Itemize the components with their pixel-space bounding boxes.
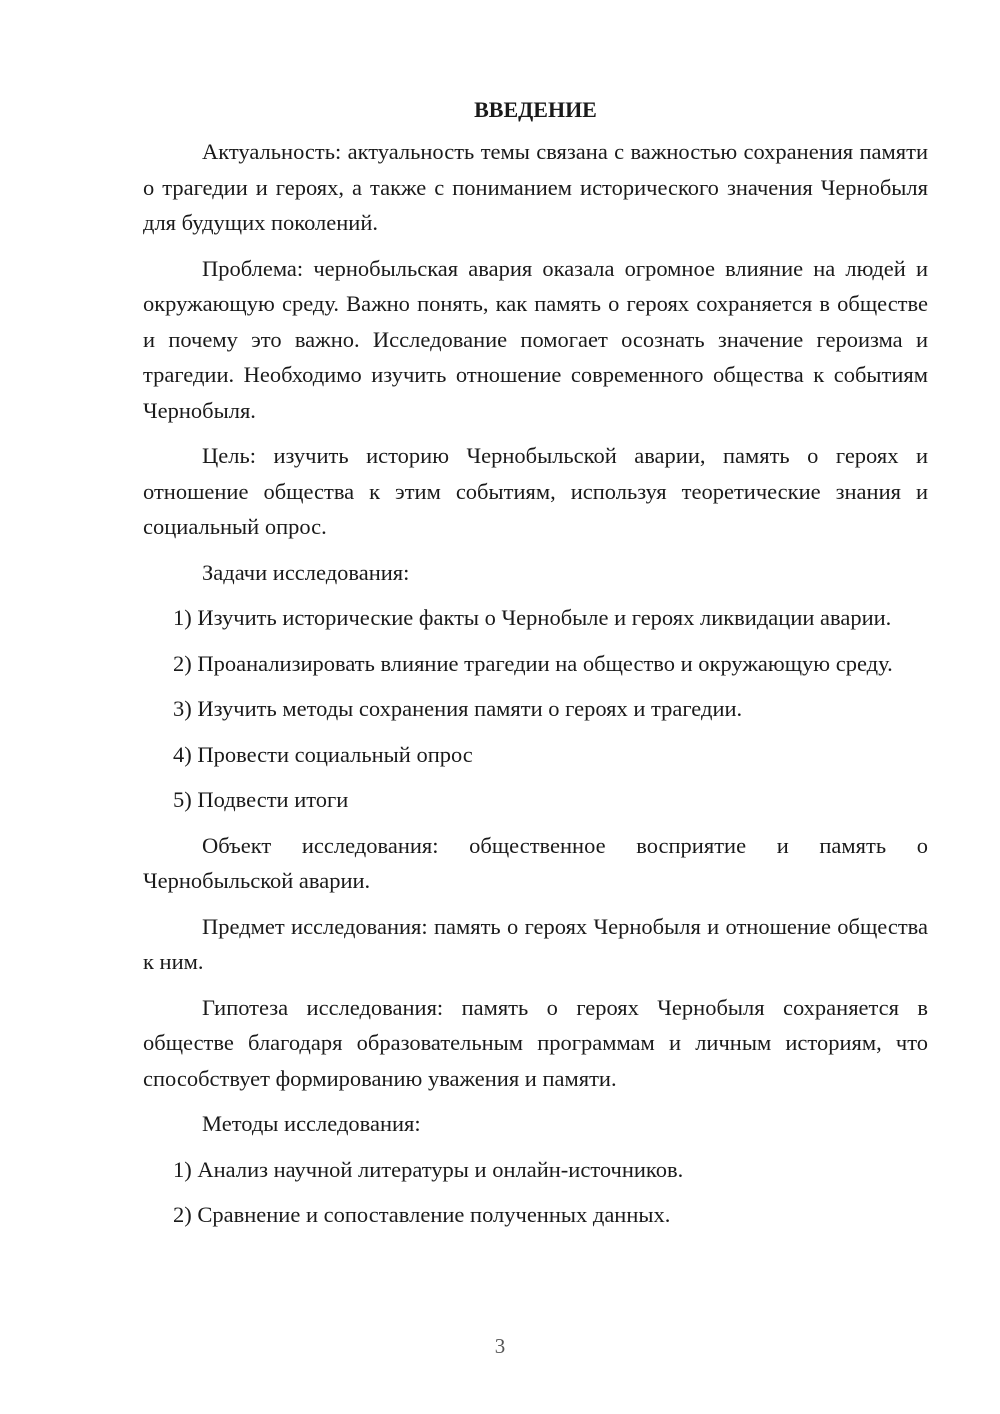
method-item-2: 2) Сравнение и сопоставление полученных данных. [173, 1202, 671, 1227]
relevance-paragraph: Актуальность: актуальность темы связана с важностью сохранения памяти о трагедии и героях, а также с пониманием исторического значения Чернобыля для будущих поколений. [143, 139, 928, 235]
task-item-2: 2) Проанализировать влияние трагедии на общество и окружающую среду. [173, 650, 893, 676]
goal-paragraph: Цель: изучить историю Чернобыльской аварии, память о героях и отношение общества к этим событиям, используя теоретические знания и социальный опрос. [143, 443, 928, 539]
tasks-heading: Задачи исследования: [202, 559, 410, 585]
section-title: ВВЕДЕНИЕ [474, 97, 597, 122]
problem-paragraph: Проблема: чернобыльская авария оказала огромное влияние на людей и окружающую среду. Важно понять, как память о героях сохраняется в обществе и почему это важно. Исследование помогает осознать значение героизма и трагедии. Необходимо изучить отношение современного общества к событиям Чернобыля. [143, 255, 928, 423]
method-item-1: 1) Анализ научной литературы и онлайн-источников. [173, 1156, 684, 1182]
task-item-4: 4) Провести социальный опрос [173, 741, 473, 767]
object-paragraph: Объект исследования: общественное восприятие и память о Чернобыльской аварии. [143, 832, 928, 893]
subject-paragraph: Предмет исследования: память о героях Чернобыля и отношение общества к ним. [143, 913, 928, 974]
document-page [143, 92, 928, 1243]
task-item-1: 1) Изучить исторические факты о Чернобыле и героях ликвидации аварии. [173, 605, 892, 630]
task-item-5: 5) Подвести итоги [173, 787, 349, 812]
task-item-3: 3) Изучить методы сохранения памяти о героях и трагедии. [173, 696, 743, 721]
page-number: 3 [494, 1334, 506, 1358]
methods-heading: Методы исследования: [202, 1111, 421, 1136]
hypothesis-paragraph: Гипотеза исследования: память о героях Чернобыля сохраняется в обществе благодаря образовательным программам и личным историям, что способствует формированию уважения и памяти. [143, 994, 928, 1091]
